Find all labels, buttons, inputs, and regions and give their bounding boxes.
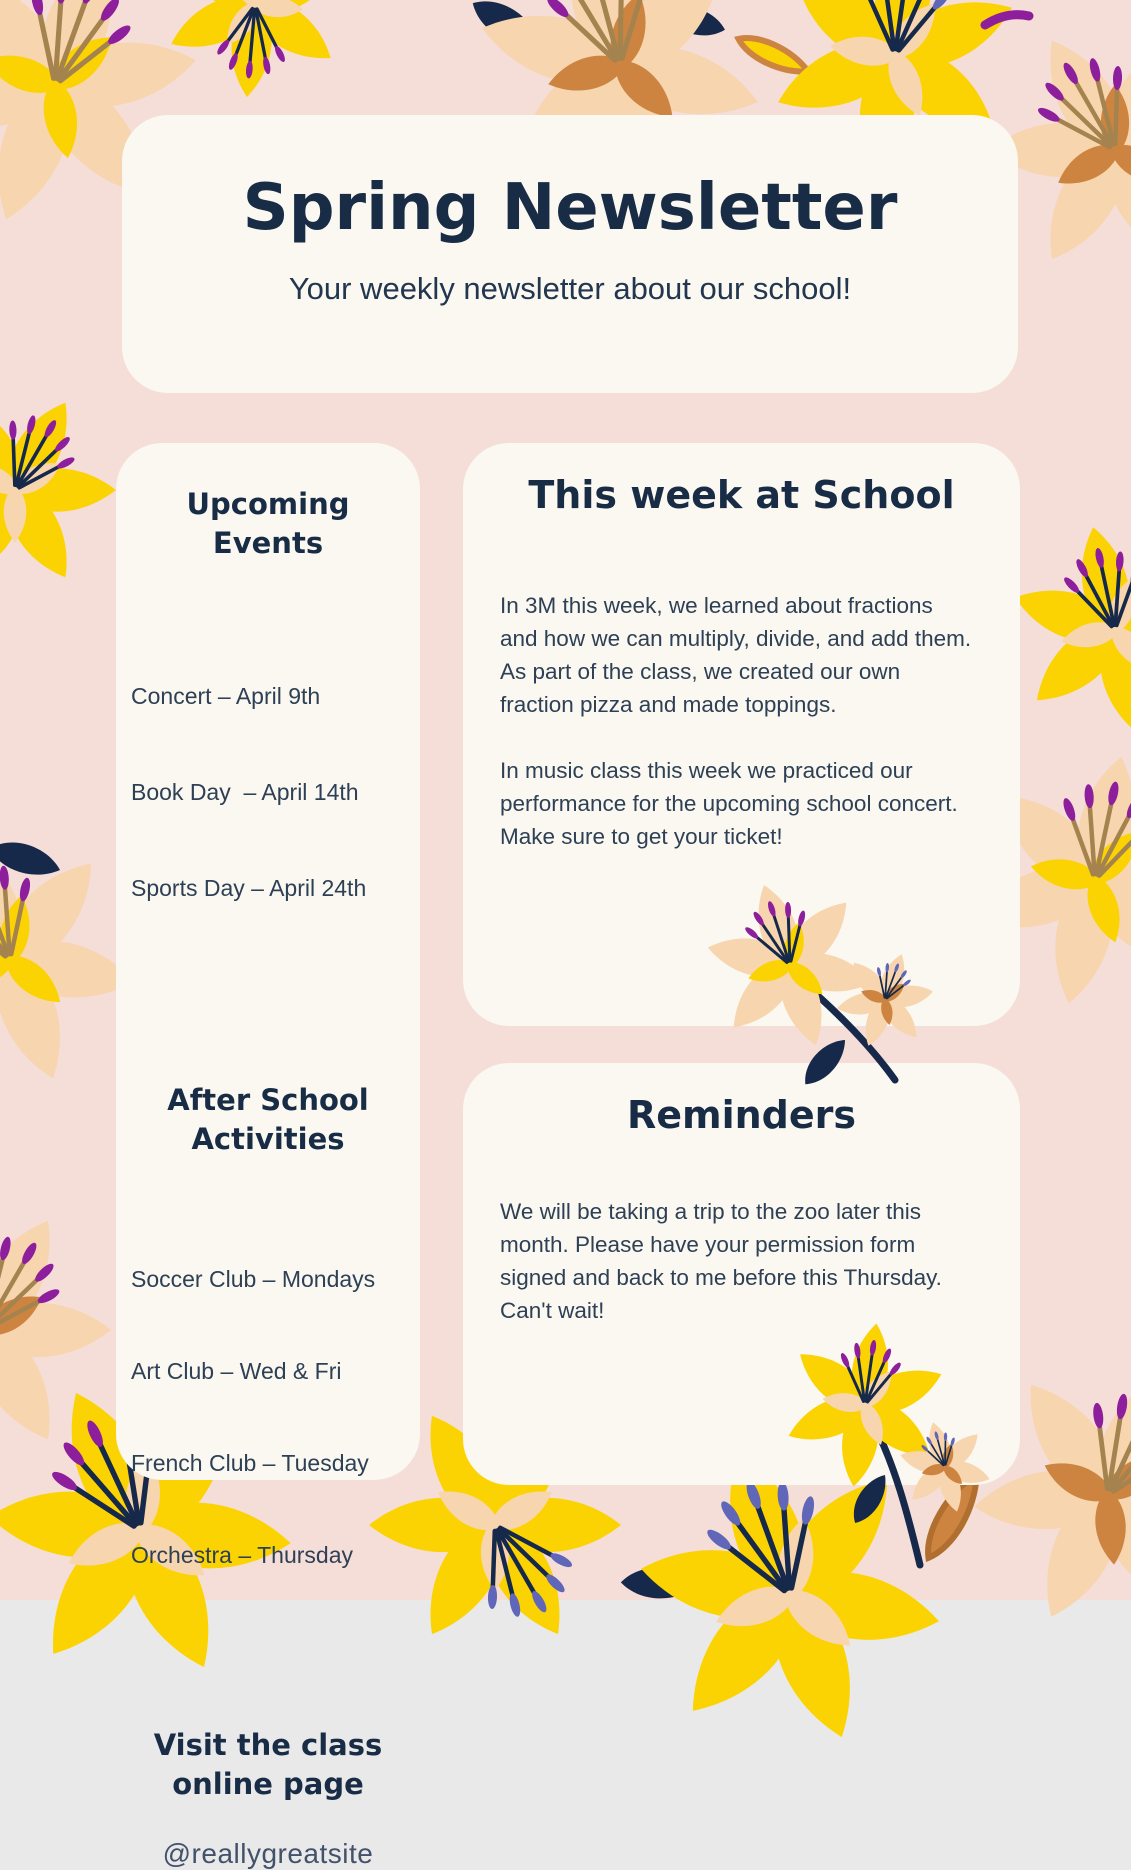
list-item: French Club – Tuesday <box>131 1449 369 1476</box>
header-card <box>122 115 1018 393</box>
this-week-paragraph-2: In music class this week we practiced our performance for the upcoming school concert. Make sure to get your ticket! <box>500 758 958 849</box>
list-item: Book Day – April 14th <box>131 779 359 806</box>
visit-page-heading: Visit the class online page <box>153 1727 383 1801</box>
upcoming-events-heading: Upcoming Events <box>186 487 350 561</box>
sidebar-card <box>116 443 420 1869</box>
list-item: Soccer Club – Mondays <box>131 1265 376 1292</box>
this-week-heading: This week at School <box>528 473 955 517</box>
after-school-heading: After School Activities <box>167 1083 369 1157</box>
this-week-card <box>463 443 1020 1026</box>
social-handle: @reallygreatsite <box>162 1837 374 1869</box>
list-item: Concert – April 9th <box>131 683 321 710</box>
newsletter-title: Spring Newsletter <box>242 171 898 245</box>
reminders-paragraph: We will be taking a trip to the zoo later this month. Please have your permission form signed and back to me before this Thursday. Can't wait! <box>500 1199 942 1323</box>
list-item: Sports Day – April 24th <box>131 875 367 902</box>
list-item: Art Club – Wed & Fri <box>131 1357 342 1384</box>
list-item: Orchestra – Thursday <box>131 1541 354 1568</box>
reminders-heading: Reminders <box>626 1093 857 1137</box>
after-school-list <box>116 1206 420 1628</box>
newsletter-subtitle: Your weekly newsletter about our school! <box>288 271 852 306</box>
upcoming-events-list <box>116 621 420 963</box>
reminders-card <box>463 1063 1020 1485</box>
this-week-paragraph-1: In 3M this week, we learned about fractions and how we can multiply, divide, and add them. As part of the class, we created our own fraction pizza and made toppings. <box>500 593 972 717</box>
